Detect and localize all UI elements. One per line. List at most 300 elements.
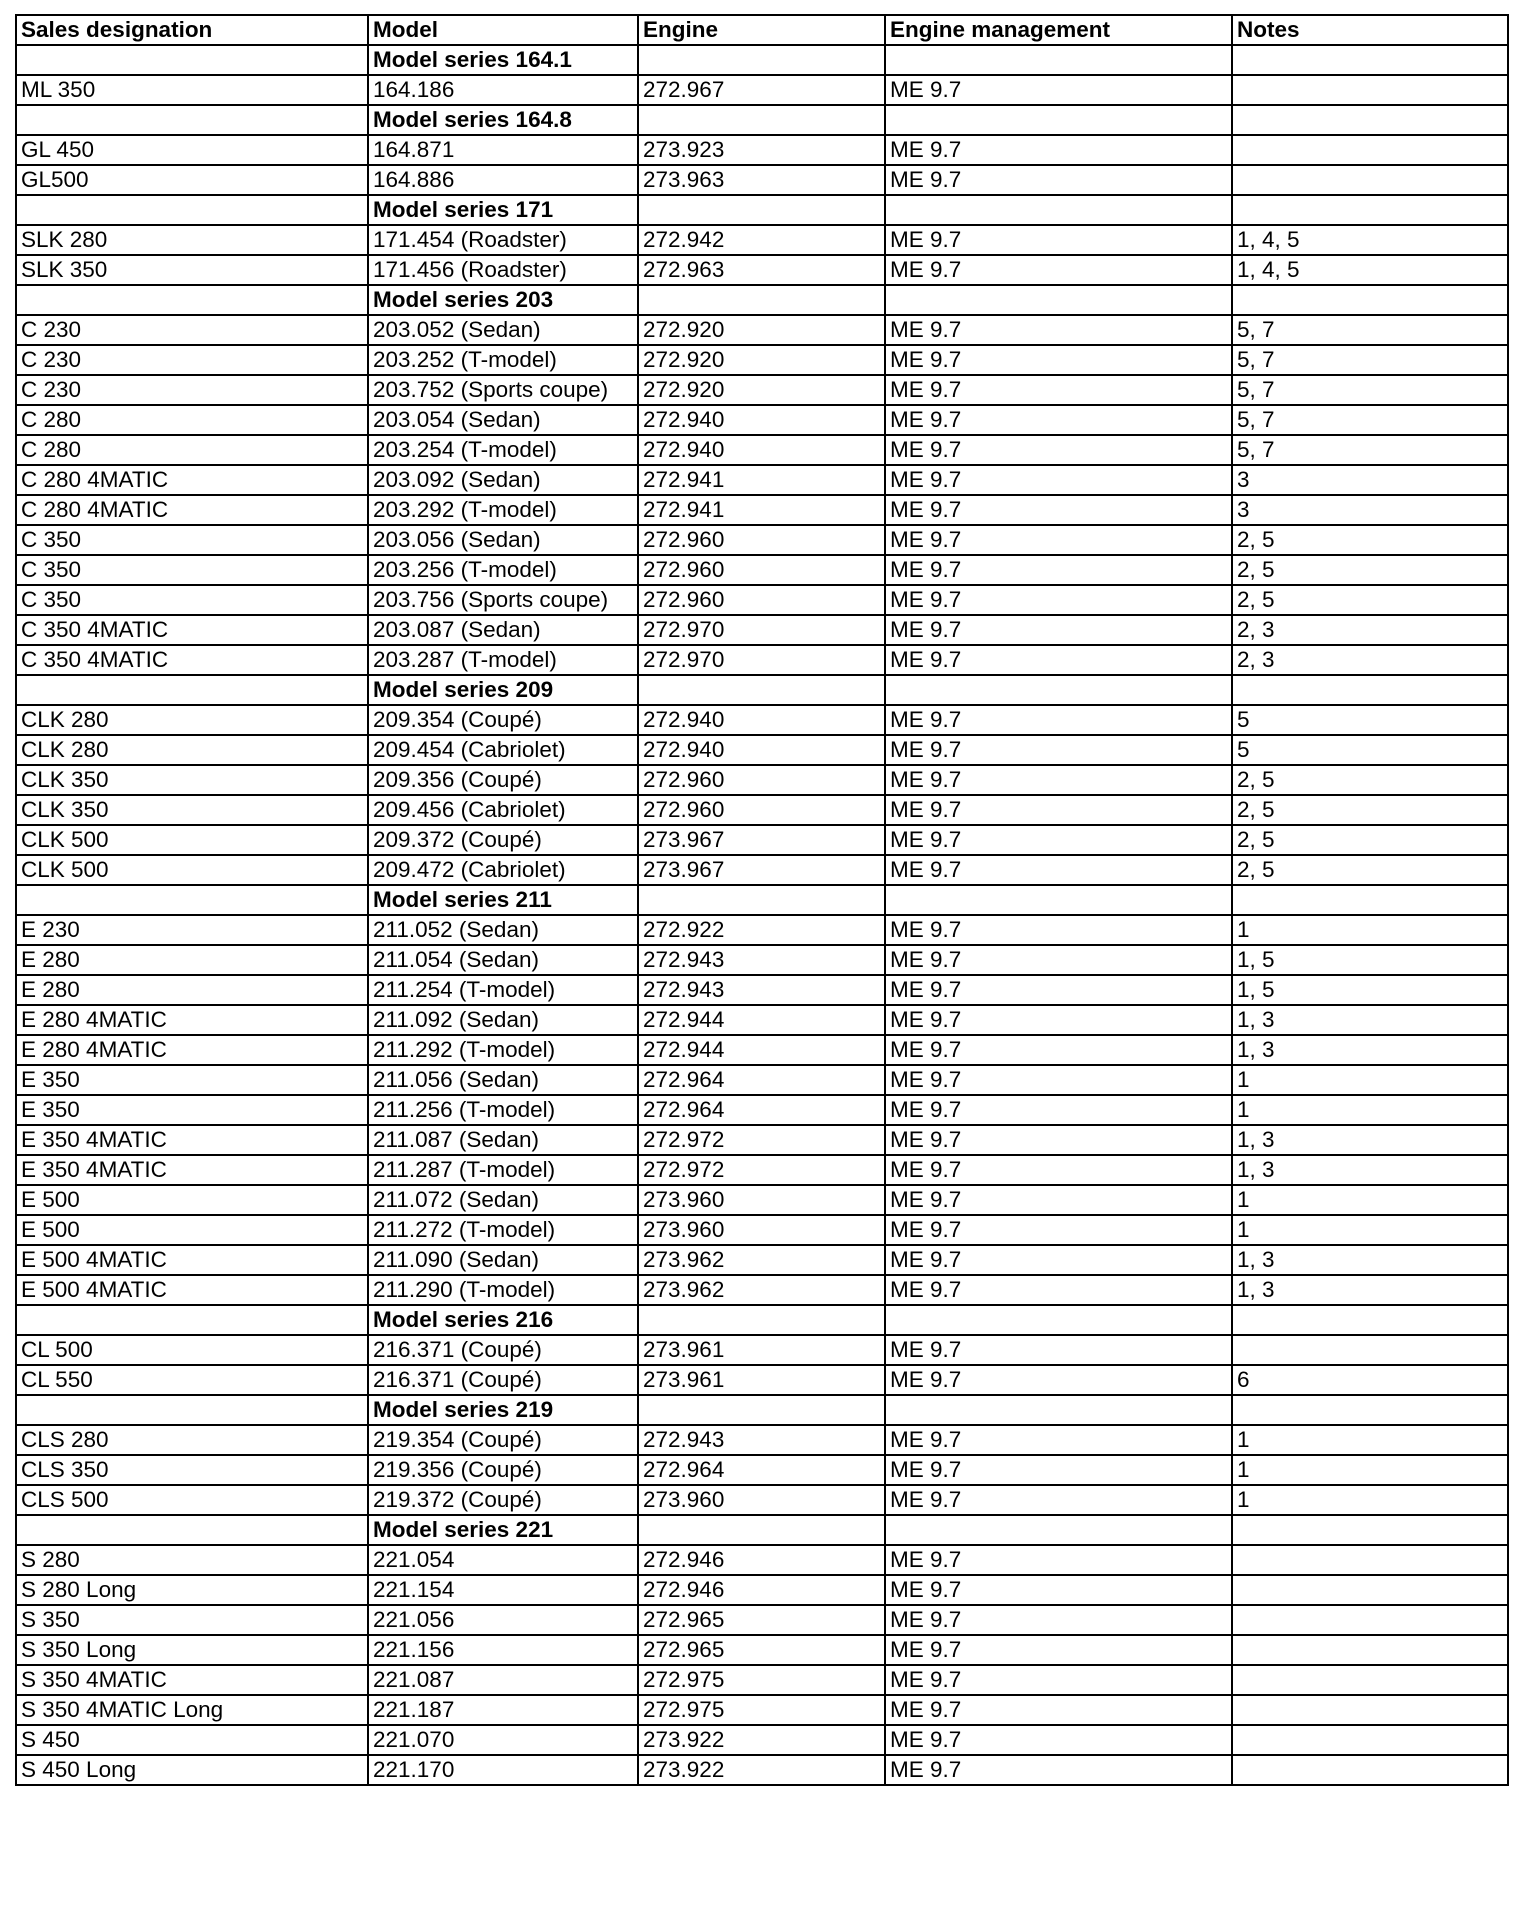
engine-cell: 273.922 [638, 1725, 885, 1755]
table-row [16, 1275, 1508, 1305]
engine-management-cell: ME 9.7 [885, 495, 1232, 525]
notes-cell [1232, 1545, 1508, 1575]
model-cell: 221.170 [368, 1755, 638, 1785]
notes-cell [1232, 135, 1508, 165]
table-row [16, 1575, 1508, 1605]
table-row [16, 855, 1508, 885]
engine-cell: 272.943 [638, 975, 885, 1005]
engine-management-cell: ME 9.7 [885, 1635, 1232, 1665]
series-header-row [16, 675, 1508, 705]
engine-cell: 272.940 [638, 705, 885, 735]
table-row [16, 615, 1508, 645]
engine-cell: 273.923 [638, 135, 885, 165]
sales-designation-cell: E 350 [16, 1095, 368, 1125]
table-row [16, 525, 1508, 555]
table-row [16, 1665, 1508, 1695]
engine-cell: 272.946 [638, 1545, 885, 1575]
sales-designation-cell: CLS 500 [16, 1485, 368, 1515]
engine-management-cell: ME 9.7 [885, 825, 1232, 855]
sales-designation-cell: C 280 4MATIC [16, 495, 368, 525]
sales-designation-cell: S 450 Long [16, 1755, 368, 1785]
model-cell: 211.287 (T-model) [368, 1155, 638, 1185]
table-row [16, 1155, 1508, 1185]
series-header-row [16, 195, 1508, 225]
notes-cell: 5 [1232, 735, 1508, 765]
engine-management-cell: ME 9.7 [885, 1545, 1232, 1575]
model-cell: 221.087 [368, 1665, 638, 1695]
table-row [16, 1245, 1508, 1275]
notes-cell: 3 [1232, 495, 1508, 525]
table-row [16, 585, 1508, 615]
notes-cell: 1 [1232, 1425, 1508, 1455]
notes-cell [1232, 1605, 1508, 1635]
engine-cell: 272.965 [638, 1605, 885, 1635]
model-cell: 211.054 (Sedan) [368, 945, 638, 975]
model-cell: 203.756 (Sports coupe) [368, 585, 638, 615]
engine-cell: 273.960 [638, 1185, 885, 1215]
table-row [16, 1455, 1508, 1485]
engine-management-cell: ME 9.7 [885, 1065, 1232, 1095]
empty-cell [1232, 675, 1508, 705]
engine-cell: 272.960 [638, 525, 885, 555]
sales-designation-cell: C 350 [16, 585, 368, 615]
model-cell: 209.472 (Cabriolet) [368, 855, 638, 885]
table-row [16, 1755, 1508, 1785]
engine-cell: 272.940 [638, 735, 885, 765]
series-header-row [16, 45, 1508, 75]
engine-management-cell: ME 9.7 [885, 165, 1232, 195]
model-cell: 211.290 (T-model) [368, 1275, 638, 1305]
sales-designation-cell: E 500 [16, 1185, 368, 1215]
notes-cell: 1, 5 [1232, 975, 1508, 1005]
notes-cell: 1 [1232, 915, 1508, 945]
engine-cell: 272.940 [638, 435, 885, 465]
table-row [16, 1605, 1508, 1635]
table-row [16, 975, 1508, 1005]
engine-cell: 272.972 [638, 1125, 885, 1155]
series-header-row [16, 105, 1508, 135]
model-cell: 203.752 (Sports coupe) [368, 375, 638, 405]
sales-designation-cell: CL 550 [16, 1365, 368, 1395]
table-row [16, 375, 1508, 405]
model-cell: 203.256 (T-model) [368, 555, 638, 585]
engine-management-cell: ME 9.7 [885, 225, 1232, 255]
table-row [16, 1005, 1508, 1035]
engine-cell: 273.962 [638, 1245, 885, 1275]
engine-cell: 273.962 [638, 1275, 885, 1305]
engine-cell: 272.972 [638, 1155, 885, 1185]
empty-cell [1232, 885, 1508, 915]
engine-cell: 272.943 [638, 945, 885, 975]
engine-management-cell: ME 9.7 [885, 525, 1232, 555]
model-cell: 221.056 [368, 1605, 638, 1635]
engine-cell: 273.960 [638, 1485, 885, 1515]
engine-management-cell: ME 9.7 [885, 75, 1232, 105]
engine-management-cell: ME 9.7 [885, 255, 1232, 285]
engine-management-cell: ME 9.7 [885, 1725, 1232, 1755]
sales-designation-cell: C 350 [16, 525, 368, 555]
engine-management-cell: ME 9.7 [885, 585, 1232, 615]
model-cell: 209.454 (Cabriolet) [368, 735, 638, 765]
model-cell: 211.292 (T-model) [368, 1035, 638, 1065]
engine-cell: 272.964 [638, 1095, 885, 1125]
header-engine: Engine [638, 15, 885, 45]
empty-cell [638, 45, 885, 75]
engine-management-cell: ME 9.7 [885, 705, 1232, 735]
model-cell: 219.372 (Coupé) [368, 1485, 638, 1515]
header-model: Model [368, 15, 638, 45]
empty-cell [16, 675, 368, 705]
notes-cell: 1, 3 [1232, 1125, 1508, 1155]
empty-cell [885, 885, 1232, 915]
sales-designation-cell: S 280 [16, 1545, 368, 1575]
notes-cell: 1 [1232, 1185, 1508, 1215]
vehicle-engine-table [15, 14, 1509, 1786]
engine-cell: 272.922 [638, 915, 885, 945]
notes-cell [1232, 165, 1508, 195]
notes-cell: 1, 4, 5 [1232, 255, 1508, 285]
notes-cell: 5, 7 [1232, 345, 1508, 375]
series-title: Model series 221 [368, 1515, 638, 1545]
engine-management-cell: ME 9.7 [885, 975, 1232, 1005]
table-row [16, 825, 1508, 855]
table-row [16, 405, 1508, 435]
sales-designation-cell: CLS 350 [16, 1455, 368, 1485]
sales-designation-cell: E 280 4MATIC [16, 1035, 368, 1065]
engine-management-cell: ME 9.7 [885, 1275, 1232, 1305]
empty-cell [16, 1395, 368, 1425]
series-title: Model series 209 [368, 675, 638, 705]
sales-designation-cell: C 350 4MATIC [16, 645, 368, 675]
notes-cell [1232, 75, 1508, 105]
model-cell: 203.054 (Sedan) [368, 405, 638, 435]
notes-cell: 5, 7 [1232, 405, 1508, 435]
series-header-row [16, 1515, 1508, 1545]
empty-cell [16, 105, 368, 135]
model-cell: 209.356 (Coupé) [368, 765, 638, 795]
engine-management-cell: ME 9.7 [885, 345, 1232, 375]
engine-management-cell: ME 9.7 [885, 1155, 1232, 1185]
sales-designation-cell: C 230 [16, 315, 368, 345]
empty-cell [16, 45, 368, 75]
series-header-row [16, 1305, 1508, 1335]
header-row [16, 15, 1508, 45]
table-row [16, 225, 1508, 255]
empty-cell [1232, 1395, 1508, 1425]
table-row [16, 1545, 1508, 1575]
engine-management-cell: ME 9.7 [885, 1125, 1232, 1155]
engine-management-cell: ME 9.7 [885, 1185, 1232, 1215]
table-row [16, 1095, 1508, 1125]
model-cell: 219.356 (Coupé) [368, 1455, 638, 1485]
notes-cell [1232, 1755, 1508, 1785]
table-row [16, 1725, 1508, 1755]
notes-cell: 1, 5 [1232, 945, 1508, 975]
model-cell: 211.072 (Sedan) [368, 1185, 638, 1215]
notes-cell [1232, 1725, 1508, 1755]
engine-cell: 273.922 [638, 1755, 885, 1785]
series-title: Model series 164.8 [368, 105, 638, 135]
sales-designation-cell: CLK 350 [16, 795, 368, 825]
notes-cell: 2, 3 [1232, 615, 1508, 645]
sales-designation-cell: E 350 4MATIC [16, 1155, 368, 1185]
model-cell: 221.187 [368, 1695, 638, 1725]
table-row [16, 1065, 1508, 1095]
model-cell: 171.454 (Roadster) [368, 225, 638, 255]
table-row [16, 1035, 1508, 1065]
empty-cell [1232, 195, 1508, 225]
engine-management-cell: ME 9.7 [885, 1365, 1232, 1395]
notes-cell: 1 [1232, 1065, 1508, 1095]
sales-designation-cell: CLS 280 [16, 1425, 368, 1455]
sales-designation-cell: C 350 4MATIC [16, 615, 368, 645]
notes-cell: 5 [1232, 705, 1508, 735]
empty-cell [885, 105, 1232, 135]
table-row [16, 555, 1508, 585]
engine-cell: 273.961 [638, 1335, 885, 1365]
model-cell: 221.156 [368, 1635, 638, 1665]
notes-cell: 1 [1232, 1095, 1508, 1125]
model-cell: 211.056 (Sedan) [368, 1065, 638, 1095]
notes-cell: 1, 4, 5 [1232, 225, 1508, 255]
engine-cell: 272.920 [638, 315, 885, 345]
notes-cell: 5, 7 [1232, 435, 1508, 465]
engine-cell: 273.967 [638, 855, 885, 885]
engine-management-cell: ME 9.7 [885, 1455, 1232, 1485]
engine-management-cell: ME 9.7 [885, 735, 1232, 765]
engine-cell: 272.964 [638, 1065, 885, 1095]
engine-management-cell: ME 9.7 [885, 315, 1232, 345]
engine-management-cell: ME 9.7 [885, 1215, 1232, 1245]
empty-cell [885, 1305, 1232, 1335]
engine-management-cell: ME 9.7 [885, 765, 1232, 795]
sales-designation-cell: CLK 500 [16, 825, 368, 855]
sales-designation-cell: S 450 [16, 1725, 368, 1755]
empty-cell [1232, 45, 1508, 75]
sales-designation-cell: SLK 350 [16, 255, 368, 285]
notes-cell: 1, 3 [1232, 1245, 1508, 1275]
model-cell: 203.092 (Sedan) [368, 465, 638, 495]
engine-management-cell: ME 9.7 [885, 1425, 1232, 1455]
sales-designation-cell: E 280 4MATIC [16, 1005, 368, 1035]
engine-management-cell: ME 9.7 [885, 555, 1232, 585]
engine-management-cell: ME 9.7 [885, 1035, 1232, 1065]
model-cell: 203.287 (T-model) [368, 645, 638, 675]
sales-designation-cell: C 230 [16, 375, 368, 405]
sales-designation-cell: S 280 Long [16, 1575, 368, 1605]
engine-cell: 272.965 [638, 1635, 885, 1665]
table-row [16, 1215, 1508, 1245]
empty-cell [885, 285, 1232, 315]
notes-cell: 1 [1232, 1215, 1508, 1245]
header-sales-designation: Sales designation [16, 15, 368, 45]
table-body [16, 45, 1508, 1785]
table-row [16, 735, 1508, 765]
engine-cell: 272.941 [638, 465, 885, 495]
empty-cell [16, 1305, 368, 1335]
notes-cell: 1, 3 [1232, 1275, 1508, 1305]
notes-cell [1232, 1335, 1508, 1365]
table-row [16, 1185, 1508, 1215]
empty-cell [638, 195, 885, 225]
notes-cell: 2, 5 [1232, 525, 1508, 555]
notes-cell: 1, 3 [1232, 1155, 1508, 1185]
table-row [16, 1365, 1508, 1395]
table-row [16, 945, 1508, 975]
sales-designation-cell: E 500 [16, 1215, 368, 1245]
table-row [16, 135, 1508, 165]
empty-cell [885, 1515, 1232, 1545]
table-row [16, 345, 1508, 375]
sales-designation-cell: E 350 [16, 1065, 368, 1095]
empty-cell [885, 45, 1232, 75]
engine-cell: 272.963 [638, 255, 885, 285]
engine-cell: 272.964 [638, 1455, 885, 1485]
engine-management-cell: ME 9.7 [885, 1575, 1232, 1605]
notes-cell [1232, 1635, 1508, 1665]
notes-cell: 5, 7 [1232, 375, 1508, 405]
empty-cell [885, 675, 1232, 705]
notes-cell [1232, 1665, 1508, 1695]
engine-cell: 272.920 [638, 375, 885, 405]
engine-management-cell: ME 9.7 [885, 1605, 1232, 1635]
engine-management-cell: ME 9.7 [885, 645, 1232, 675]
sales-designation-cell: E 280 [16, 945, 368, 975]
engine-cell: 272.940 [638, 405, 885, 435]
model-cell: 209.354 (Coupé) [368, 705, 638, 735]
model-cell: 221.070 [368, 1725, 638, 1755]
sales-designation-cell: C 280 [16, 435, 368, 465]
model-cell: 221.154 [368, 1575, 638, 1605]
model-cell: 164.886 [368, 165, 638, 195]
table-row [16, 255, 1508, 285]
sales-designation-cell: E 350 4MATIC [16, 1125, 368, 1155]
notes-cell: 2, 3 [1232, 645, 1508, 675]
table-row [16, 645, 1508, 675]
model-cell: 209.456 (Cabriolet) [368, 795, 638, 825]
model-cell: 164.186 [368, 75, 638, 105]
empty-cell [1232, 1515, 1508, 1545]
series-title: Model series 203 [368, 285, 638, 315]
empty-cell [638, 1395, 885, 1425]
series-header-row [16, 885, 1508, 915]
notes-cell: 2, 5 [1232, 795, 1508, 825]
model-cell: 211.272 (T-model) [368, 1215, 638, 1245]
engine-management-cell: ME 9.7 [885, 1005, 1232, 1035]
model-cell: 216.371 (Coupé) [368, 1335, 638, 1365]
notes-cell: 1, 3 [1232, 1005, 1508, 1035]
notes-cell: 2, 5 [1232, 765, 1508, 795]
sales-designation-cell: S 350 Long [16, 1635, 368, 1665]
table-row [16, 705, 1508, 735]
sales-designation-cell: E 280 [16, 975, 368, 1005]
engine-management-cell: ME 9.7 [885, 615, 1232, 645]
series-title: Model series 216 [368, 1305, 638, 1335]
engine-management-cell: ME 9.7 [885, 1665, 1232, 1695]
empty-cell [638, 1305, 885, 1335]
empty-cell [638, 285, 885, 315]
sales-designation-cell: GL 450 [16, 135, 368, 165]
empty-cell [638, 1515, 885, 1545]
empty-cell [638, 885, 885, 915]
engine-management-cell: ME 9.7 [885, 375, 1232, 405]
engine-cell: 272.960 [638, 795, 885, 825]
sales-designation-cell: E 500 4MATIC [16, 1275, 368, 1305]
notes-cell: 2, 5 [1232, 555, 1508, 585]
empty-cell [638, 105, 885, 135]
model-cell: 164.871 [368, 135, 638, 165]
sales-designation-cell: C 280 4MATIC [16, 465, 368, 495]
empty-cell [16, 1515, 368, 1545]
engine-cell: 272.920 [638, 345, 885, 375]
empty-cell [16, 285, 368, 315]
notes-cell: 2, 5 [1232, 855, 1508, 885]
engine-management-cell: ME 9.7 [885, 405, 1232, 435]
table-row [16, 465, 1508, 495]
engine-cell: 272.941 [638, 495, 885, 525]
series-title: Model series 164.1 [368, 45, 638, 75]
model-cell: 221.054 [368, 1545, 638, 1575]
notes-cell: 5, 7 [1232, 315, 1508, 345]
engine-cell: 272.960 [638, 585, 885, 615]
empty-cell [16, 195, 368, 225]
sales-designation-cell: CLK 280 [16, 735, 368, 765]
notes-cell: 2, 5 [1232, 585, 1508, 615]
engine-cell: 272.943 [638, 1425, 885, 1455]
series-header-row [16, 285, 1508, 315]
empty-cell [885, 1395, 1232, 1425]
engine-cell: 272.942 [638, 225, 885, 255]
sales-designation-cell: ML 350 [16, 75, 368, 105]
table-row [16, 1425, 1508, 1455]
table-row [16, 165, 1508, 195]
header-engine-management: Engine management [885, 15, 1232, 45]
model-cell: 203.292 (T-model) [368, 495, 638, 525]
engine-management-cell: ME 9.7 [885, 1485, 1232, 1515]
series-title: Model series 219 [368, 1395, 638, 1425]
engine-cell: 273.967 [638, 825, 885, 855]
model-cell: 219.354 (Coupé) [368, 1425, 638, 1455]
model-cell: 203.254 (T-model) [368, 435, 638, 465]
table-row [16, 795, 1508, 825]
notes-cell: 1, 3 [1232, 1035, 1508, 1065]
notes-cell [1232, 1695, 1508, 1725]
sales-designation-cell: CL 500 [16, 1335, 368, 1365]
engine-cell: 272.975 [638, 1695, 885, 1725]
sales-designation-cell: SLK 280 [16, 225, 368, 255]
engine-management-cell: ME 9.7 [885, 465, 1232, 495]
model-cell: 203.056 (Sedan) [368, 525, 638, 555]
engine-management-cell: ME 9.7 [885, 1755, 1232, 1785]
table-row [16, 1635, 1508, 1665]
engine-cell: 272.946 [638, 1575, 885, 1605]
engine-management-cell: ME 9.7 [885, 1335, 1232, 1365]
engine-cell: 272.975 [638, 1665, 885, 1695]
model-cell: 211.052 (Sedan) [368, 915, 638, 945]
table-row [16, 75, 1508, 105]
sales-designation-cell: C 350 [16, 555, 368, 585]
engine-cell: 272.944 [638, 1035, 885, 1065]
model-cell: 211.254 (T-model) [368, 975, 638, 1005]
sales-designation-cell: E 500 4MATIC [16, 1245, 368, 1275]
sales-designation-cell: C 280 [16, 405, 368, 435]
engine-management-cell: ME 9.7 [885, 945, 1232, 975]
sales-designation-cell: CLK 500 [16, 855, 368, 885]
engine-cell: 272.970 [638, 615, 885, 645]
empty-cell [16, 885, 368, 915]
series-title: Model series 171 [368, 195, 638, 225]
sales-designation-cell: S 350 4MATIC Long [16, 1695, 368, 1725]
